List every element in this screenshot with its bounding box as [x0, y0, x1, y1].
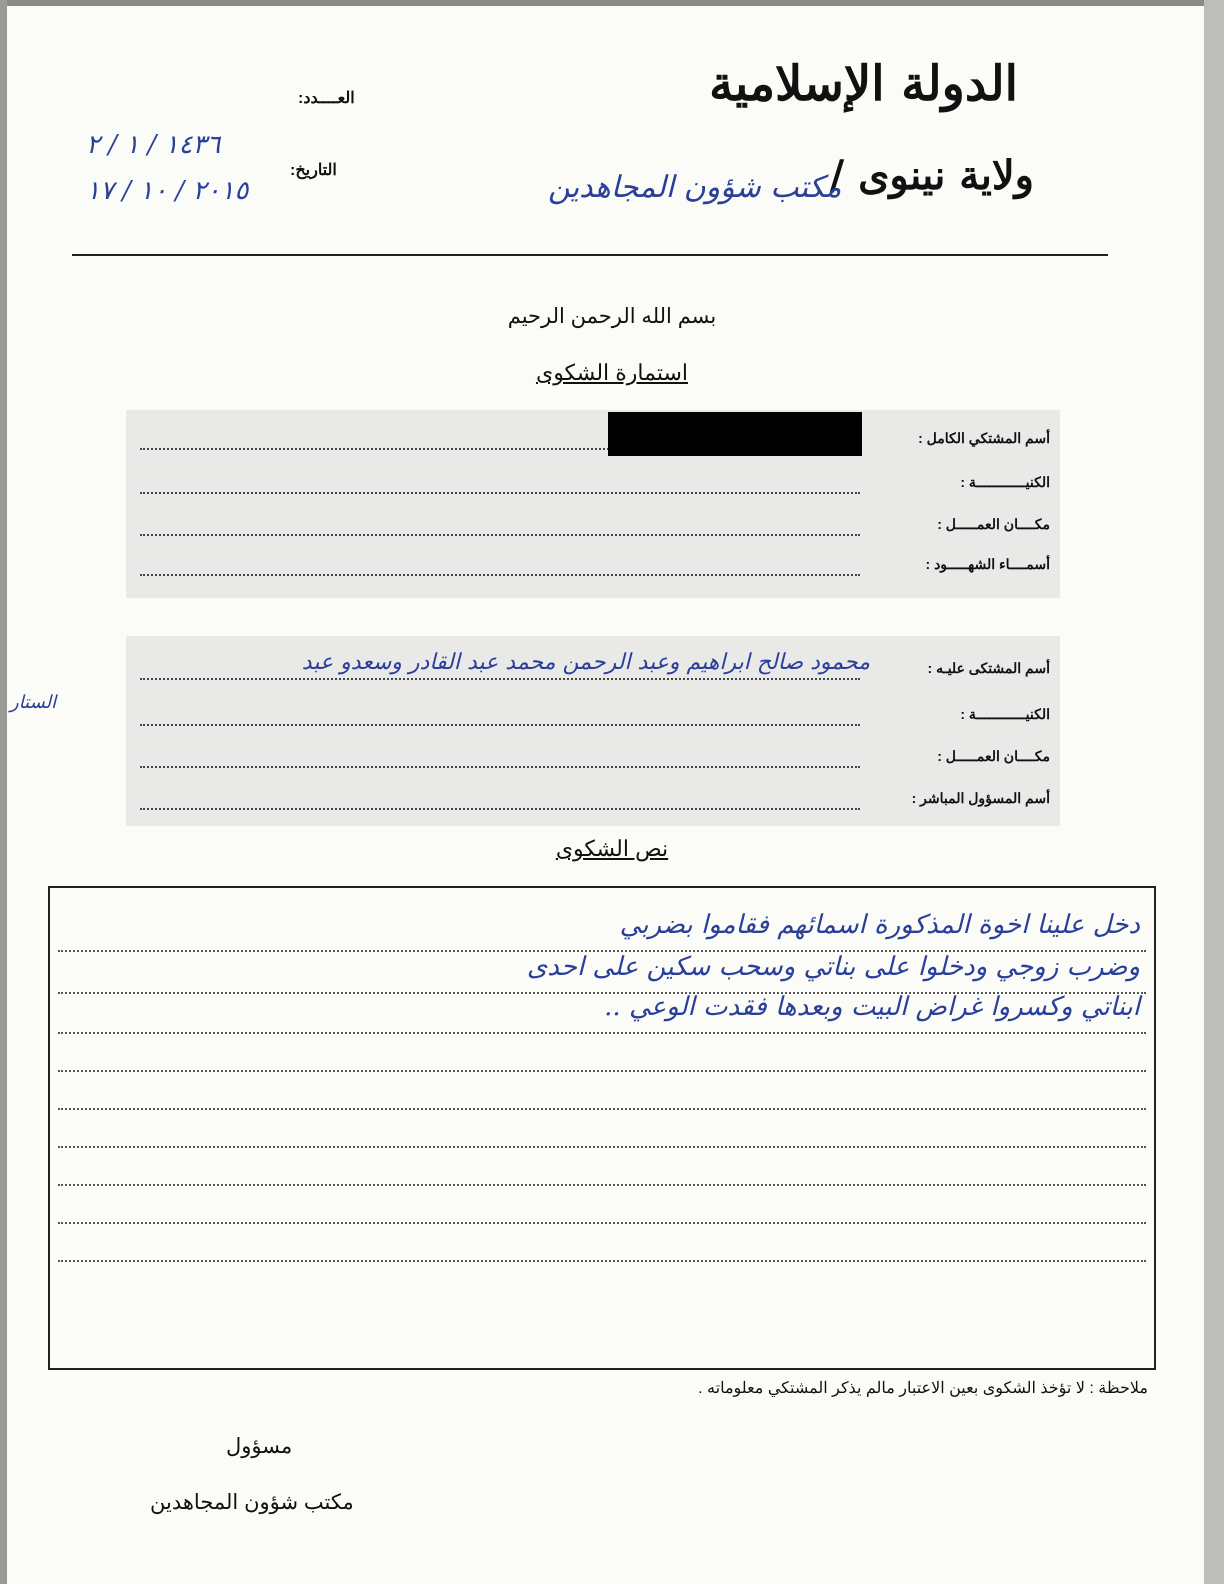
form-title-text: استمارة الشكوى	[535, 360, 689, 385]
complainant-name-label: أسم المشتكي الكامل :	[918, 430, 1050, 446]
supervisor-field	[140, 808, 860, 810]
complaint-line	[58, 1110, 1146, 1148]
complaint-line	[58, 1224, 1146, 1262]
complainant-workplace-row	[140, 512, 1050, 542]
province-heading: ولاية نينوى /	[829, 152, 1034, 199]
complaint-line-text: ابناتي وكسروا غراض البيت وبعدها فقدت الوعي ..	[604, 992, 1140, 1022]
supervisor-label: أسم المسؤول المباشر :	[911, 790, 1050, 806]
date-label: التاريخ:	[290, 162, 337, 179]
date-gregorian: ٢٠١٥ / ١٠ / ١٧	[86, 176, 249, 206]
accused-name-handwritten: محمود صالح ابراهيم وعبد الرحمن محمد عبد القادر وسعدو عبد	[301, 650, 870, 675]
supervisor-row	[140, 786, 1050, 816]
note-text: ملاحظة : لا تؤخذ الشكوى بعين الاعتبار مالم يذكر المشتكي معلوماته .	[698, 1380, 1148, 1397]
office-handwritten: مكتب شؤون المجاهدين	[548, 170, 842, 205]
complaint-line	[58, 1148, 1146, 1186]
complaint-line	[58, 1186, 1146, 1224]
complainant-workplace-label: مكــــان العمـــــل :	[937, 516, 1050, 532]
witnesses-label: أسمــــاء الشهـــــود :	[925, 556, 1050, 572]
accused-workplace-label: مكــــان العمـــــل :	[937, 748, 1050, 764]
basmala: بسم الله الرحمن الرحيم	[507, 305, 717, 328]
complaint-text-title-text: نص الشكوى	[555, 836, 669, 861]
witnesses-row	[140, 552, 1050, 582]
header-divider	[72, 254, 1108, 256]
complainant-name-row	[140, 426, 1050, 456]
state-name-heading: الدولة الإسلامية	[709, 56, 1018, 112]
date-hijri: ١٤٣٦ / ١ / ٢	[86, 130, 221, 160]
witnesses-field	[140, 574, 860, 576]
accused-nickname-label: الكنيــــــــــــة :	[960, 706, 1050, 722]
signature-office: مكتب شؤون المجاهدين	[150, 1491, 354, 1514]
form-title	[0, 360, 1224, 386]
complaint-text-box	[48, 886, 1156, 1370]
scan-edge-left	[0, 0, 7, 1584]
complainant-nickname-field	[140, 492, 860, 494]
complainant-nickname-label: الكنيــــــــــــة :	[960, 474, 1050, 490]
complaint-line-text: دخل علينا اخوة المذكورة اسمائهم فقاموا بضربي	[619, 910, 1140, 940]
complaint-line	[58, 1072, 1146, 1110]
scan-edge-top	[0, 0, 1224, 6]
number-label: العــــدد:	[298, 90, 355, 107]
accused-nickname-field	[140, 724, 860, 726]
scan-edge-right	[1204, 0, 1224, 1584]
complainant-workplace-field	[140, 534, 860, 536]
accused-name-label: أسم المشتكى عليـه :	[927, 660, 1050, 676]
redaction-box	[608, 412, 862, 456]
accused-nickname-row	[140, 702, 1050, 732]
accused-name-field	[140, 678, 860, 680]
accused-workplace-row	[140, 744, 1050, 774]
complaint-text-title	[0, 836, 1224, 862]
complaint-line-text: وضرب زوجي ودخلوا على بناتي وسحب سكين على احدى	[526, 952, 1140, 982]
complainant-nickname-row	[140, 470, 1050, 500]
complaint-line	[58, 1034, 1146, 1072]
accused-name-handwritten-cont: الستار	[10, 692, 57, 713]
signature-title: مسؤول	[226, 1435, 293, 1458]
accused-workplace-field	[140, 766, 860, 768]
